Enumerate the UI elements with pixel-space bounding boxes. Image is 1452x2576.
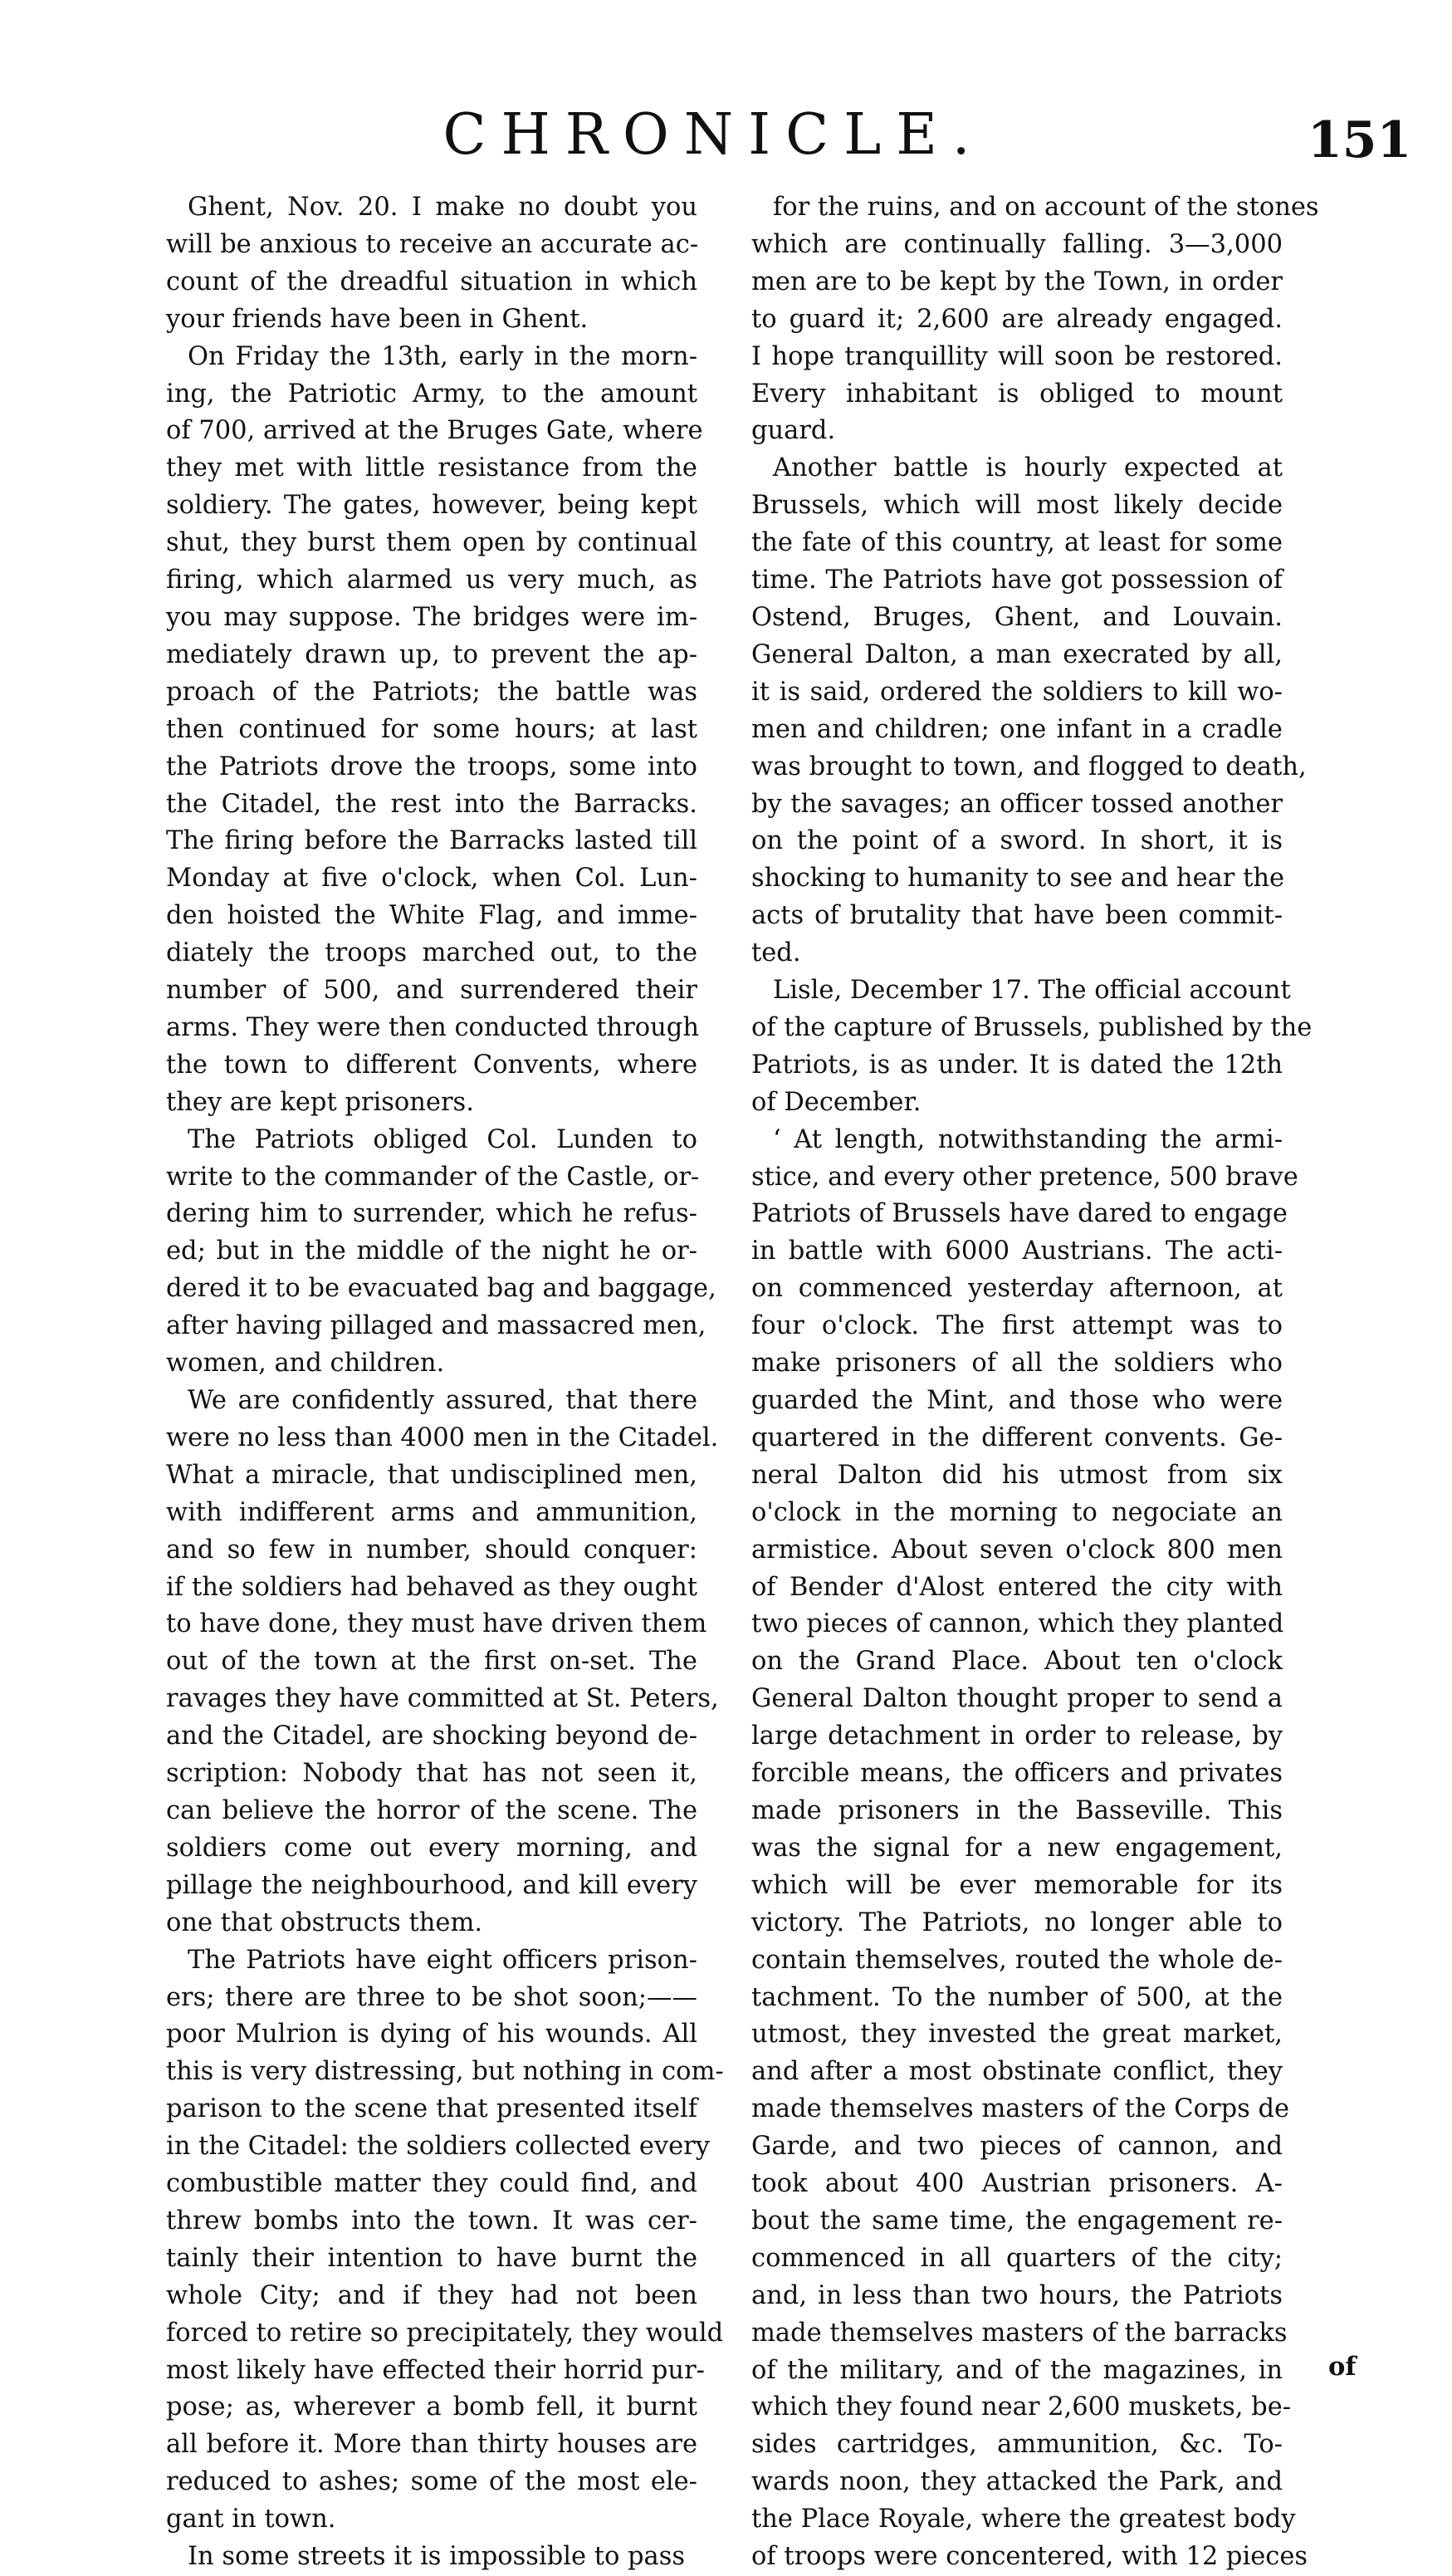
text-line: commenced in all quarters of the city; (751, 2243, 1283, 2273)
text-line: with indifferent arms and ammunition, (166, 1497, 697, 1527)
text-line: forced to retire so precipitately, they would (166, 2318, 724, 2348)
text-line: count of the dreadful situation in which (166, 267, 697, 296)
text-line: armistice. About seven o'clock 800 men (751, 1535, 1283, 1565)
text-line: The firing before the Barracks lasted till (166, 826, 697, 856)
text-line: in battle with 6000 Austrians. The acti- (751, 1237, 1283, 1266)
text-line: of the capture of Brussels, published by the (751, 1012, 1313, 1042)
text-line: to have done, they must have driven them (166, 1609, 707, 1639)
text-line: Monday at five o'clock, when Col. Lun- (166, 864, 697, 894)
paragraph (166, 1383, 719, 1942)
text-line: arms. They were then conducted through (166, 1012, 699, 1042)
text-line: Ghent, Nov. 20. I make no doubt you (188, 193, 697, 222)
text-line: men and children; one infant in a cradle (751, 714, 1283, 744)
text-line: ravages they have committed at St. Peters, (166, 1684, 719, 1714)
paragraph (751, 1122, 1308, 2576)
text-line: stice, and every other pretence, 500 brave (751, 1162, 1298, 1192)
text-line: Garde, and two pieces of cannon, and (751, 2132, 1283, 2162)
text-line: contain themselves, routed the whole de- (751, 1945, 1283, 1975)
text-line: by the savages; an officer tossed another (751, 789, 1283, 819)
text-line: you may suppose. The bridges were im- (166, 602, 697, 632)
text-line: will be anxious to receive an accurate ac- (166, 229, 699, 259)
text-line: four o'clock. The first attempt was to (751, 1311, 1283, 1341)
text-line: gant in town. (166, 2505, 336, 2534)
paragraph (166, 2539, 697, 2576)
text-line: the Place Royale, where the greatest body (751, 2505, 1296, 2534)
text-line: Every inhabitant is obliged to mount (751, 379, 1283, 409)
text-line: dering him to surrender, which he refus- (166, 1199, 697, 1229)
text-line: dered it to be evacuated bag and baggage, (166, 1274, 716, 1304)
catchword: of (1328, 2352, 1357, 2382)
text-line: neral Dalton did his utmost from six (751, 1460, 1283, 1490)
text-line: one that obstructs them. (166, 1908, 483, 1937)
text-line: which will be ever memorable for its (751, 1870, 1283, 1900)
text-line: General Dalton thought proper to send a (751, 1684, 1283, 1714)
text-line: can believe the horror of the scene. The (166, 1795, 697, 1825)
text-line: to guard it; 2,600 are already engaged. (751, 304, 1283, 334)
text-line: the fate of this country, at least for some (751, 528, 1283, 558)
page-header (0, 98, 1452, 173)
text-line: What a miracle, that undisciplined men, (166, 1460, 697, 1490)
text-line: We are confidently assured, that there (188, 1386, 697, 1415)
text-line: on the point of a sword. In short, it is (751, 826, 1283, 856)
text-line: two pieces of cannon, which they planted (751, 1609, 1284, 1639)
text-line: and after a most obstinate conflict, they (751, 2057, 1283, 2087)
text-line: it is said, ordered the soldiers to kill wo- (751, 677, 1283, 707)
text-line: of 700, arrived at the Bruges Gate, where (166, 416, 703, 446)
text-line: tainly their intention to have burnt the (166, 2243, 697, 2273)
text-line: sides cartridges, ammunition, &c. To- (751, 2430, 1283, 2460)
text-line: shut, they burst them open by continual (166, 528, 697, 558)
text-line: if the soldiers had behaved as they ought (166, 1572, 697, 1602)
text-line: Patriots, is as under. It is dated the 12th (751, 1050, 1283, 1080)
text-line: pillage the neighbourhood, and kill every (166, 1870, 697, 1900)
text-line: was brought to town, and flogged to death, (751, 752, 1307, 781)
text-line: bout the same time, the engagement re- (751, 2206, 1283, 2236)
text-line: guard. (751, 416, 836, 446)
text-line: time. The Patriots have got possession of (751, 566, 1283, 595)
text-line: number of 500, and surrendered their (166, 976, 697, 1006)
text-line: poor Mulrion is dying of his wounds. All (166, 2020, 697, 2050)
page-number: 151 (1308, 111, 1412, 169)
text-line: this is very distressing, but nothing in com- (166, 2057, 724, 2087)
text-line: soldiery. The gates, however, being kept (166, 491, 697, 521)
text-line: firing, which alarmed us very much, as (166, 566, 697, 595)
text-line: wards noon, they attacked the Park, and (751, 2467, 1283, 2497)
paragraph (166, 189, 697, 339)
text-line: scription: Nobody that has not seen it, (166, 1759, 697, 1789)
text-line: of the military, and of the magazines, in (751, 2355, 1283, 2385)
text-line: of troops were concentered, with 12 pieces (751, 2542, 1308, 2572)
text-line: on commenced yesterday afternoon, at (751, 1274, 1283, 1304)
text-line: were no less than 4000 men in the Citadel. (166, 1423, 719, 1452)
paragraph (166, 1122, 716, 1383)
right-column (751, 189, 1319, 2576)
text-line: On Friday the 13th, early in the morn- (188, 341, 697, 371)
text-line: the town to different Convents, where (166, 1050, 697, 1080)
text-line: the Citadel, the rest into the Barracks. (166, 789, 697, 819)
left-column (166, 189, 724, 2576)
text-line: shocking to humanity to see and hear the (751, 864, 1285, 894)
text-line: on the Grand Place. About ten o'clock (751, 1647, 1283, 1677)
text-line: and, in less than two hours, the Patriots (751, 2280, 1283, 2310)
text-line: made themselves masters of the barracks (751, 2318, 1288, 2348)
text-line: soldiers come out every morning, and (166, 1833, 697, 1863)
text-line: pose; as, wherever a bomb fell, it burnt (166, 2392, 697, 2422)
paragraph (751, 450, 1307, 972)
paragraph (751, 189, 1319, 450)
text-line: in the Citadel: the soldiers collected every (166, 2132, 710, 2162)
running-title: CHRONICLE. (442, 102, 985, 168)
text-line: Lisle, December 17. The official account (773, 976, 1291, 1006)
text-line: women, and children. (166, 1349, 445, 1379)
text-line: mediately drawn up, to prevent the ap- (166, 639, 697, 669)
text-line: den hoisted the White Flag, and imme- (166, 901, 697, 931)
text-line: which they found near 2,600 muskets, be- (751, 2392, 1292, 2422)
text-line: whole City; and if they had not been (166, 2280, 697, 2310)
text-line: quartered in the different convents. Ge- (751, 1423, 1283, 1452)
text-line: Another battle is hourly expected at (773, 453, 1283, 483)
text-line: In some streets it is impossible to pass (188, 2542, 686, 2572)
text-line: which are continually falling. 3—3,000 (751, 229, 1283, 259)
text-line: write to the commander of the Castle, or- (166, 1162, 700, 1192)
text-line: victory. The Patriots, no longer able to (751, 1908, 1283, 1937)
text-line: and so few in number, should conquer: (166, 1535, 697, 1565)
text-line: out of the town at the first on-set. The (166, 1647, 697, 1677)
text-line: combustible matter they could find, and (166, 2169, 697, 2199)
text-line: diately the troops marched out, to the (166, 938, 697, 968)
text-line: ‘ At length, notwithstanding the armi- (773, 1124, 1283, 1154)
text-line: ers; there are three to be shot soon;—— (166, 1982, 697, 2012)
text-line: o'clock in the morning to negociate an (751, 1497, 1283, 1527)
text-line: and the Citadel, are shocking beyond de- (166, 1721, 697, 1751)
paragraph (166, 1942, 724, 2539)
text-line: The Patriots have eight officers prison- (188, 1945, 697, 1975)
text-line: was the signal for a new engagement, (751, 1833, 1283, 1863)
text-line: took about 400 Austrian prisoners. A- (751, 2169, 1283, 2199)
text-line: ing, the Patriotic Army, to the amount (166, 379, 697, 409)
text-line: large detachment in order to release, by (751, 1721, 1283, 1751)
text-line: ed; but in the middle of the night he or- (166, 1237, 697, 1266)
text-line: the Patriots drove the troops, some into (166, 752, 697, 781)
text-line: Ostend, Bruges, Ghent, and Louvain. (751, 602, 1283, 632)
text-line: parison to the scene that presented itself (166, 2094, 697, 2124)
text-line: ted. (751, 938, 801, 968)
text-line: your friends have been in Ghent. (166, 304, 589, 334)
text-line: men are to be kept by the Town, in order (751, 267, 1283, 296)
text-line: Patriots of Brussels have dared to engage (751, 1199, 1288, 1229)
text-line: of December. (751, 1087, 922, 1117)
paragraph (751, 972, 1313, 1122)
text-line: then continued for some hours; at last (166, 714, 697, 744)
paragraph (166, 339, 703, 1122)
text-line: of Bender d'Alost entered the city with (751, 1572, 1283, 1602)
text-line: I hope tranquillity will soon be restored. (751, 341, 1283, 371)
text-line: tachment. To the number of 500, at the (751, 1982, 1283, 2012)
text-line: all before it. More than thirty houses are (166, 2430, 697, 2460)
text-line: they met with little resistance from the (166, 453, 697, 483)
text-line: acts of brutality that have been commit- (751, 901, 1283, 931)
text-line: proach of the Patriots; the battle was (166, 677, 697, 707)
text-line: most likely have effected their horrid pur- (166, 2355, 705, 2385)
text-line: made themselves masters of the Corps de (751, 2094, 1290, 2124)
text-line: utmost, they invested the great market, (751, 2020, 1283, 2050)
text-line: General Dalton, a man execrated by all, (751, 639, 1283, 669)
text-line: for the ruins, and on account of the stones (773, 193, 1319, 222)
text-line: they are kept prisoners. (166, 1087, 474, 1117)
text-line: The Patriots obliged Col. Lunden to (188, 1124, 697, 1154)
text-line: after having pillaged and massacred men, (166, 1311, 706, 1341)
text-line: reduced to ashes; some of the most ele- (166, 2467, 697, 2497)
text-line: Brussels, which will most likely decide (751, 491, 1283, 521)
text-line: make prisoners of all the soldiers who (751, 1349, 1283, 1379)
text-line: made prisoners in the Basseville. This (751, 1795, 1283, 1825)
text-line: threw bombs into the town. It was cer- (166, 2206, 697, 2236)
text-line: forcible means, the officers and privates (751, 1759, 1283, 1789)
text-line: guarded the Mint, and those who were (751, 1386, 1283, 1415)
